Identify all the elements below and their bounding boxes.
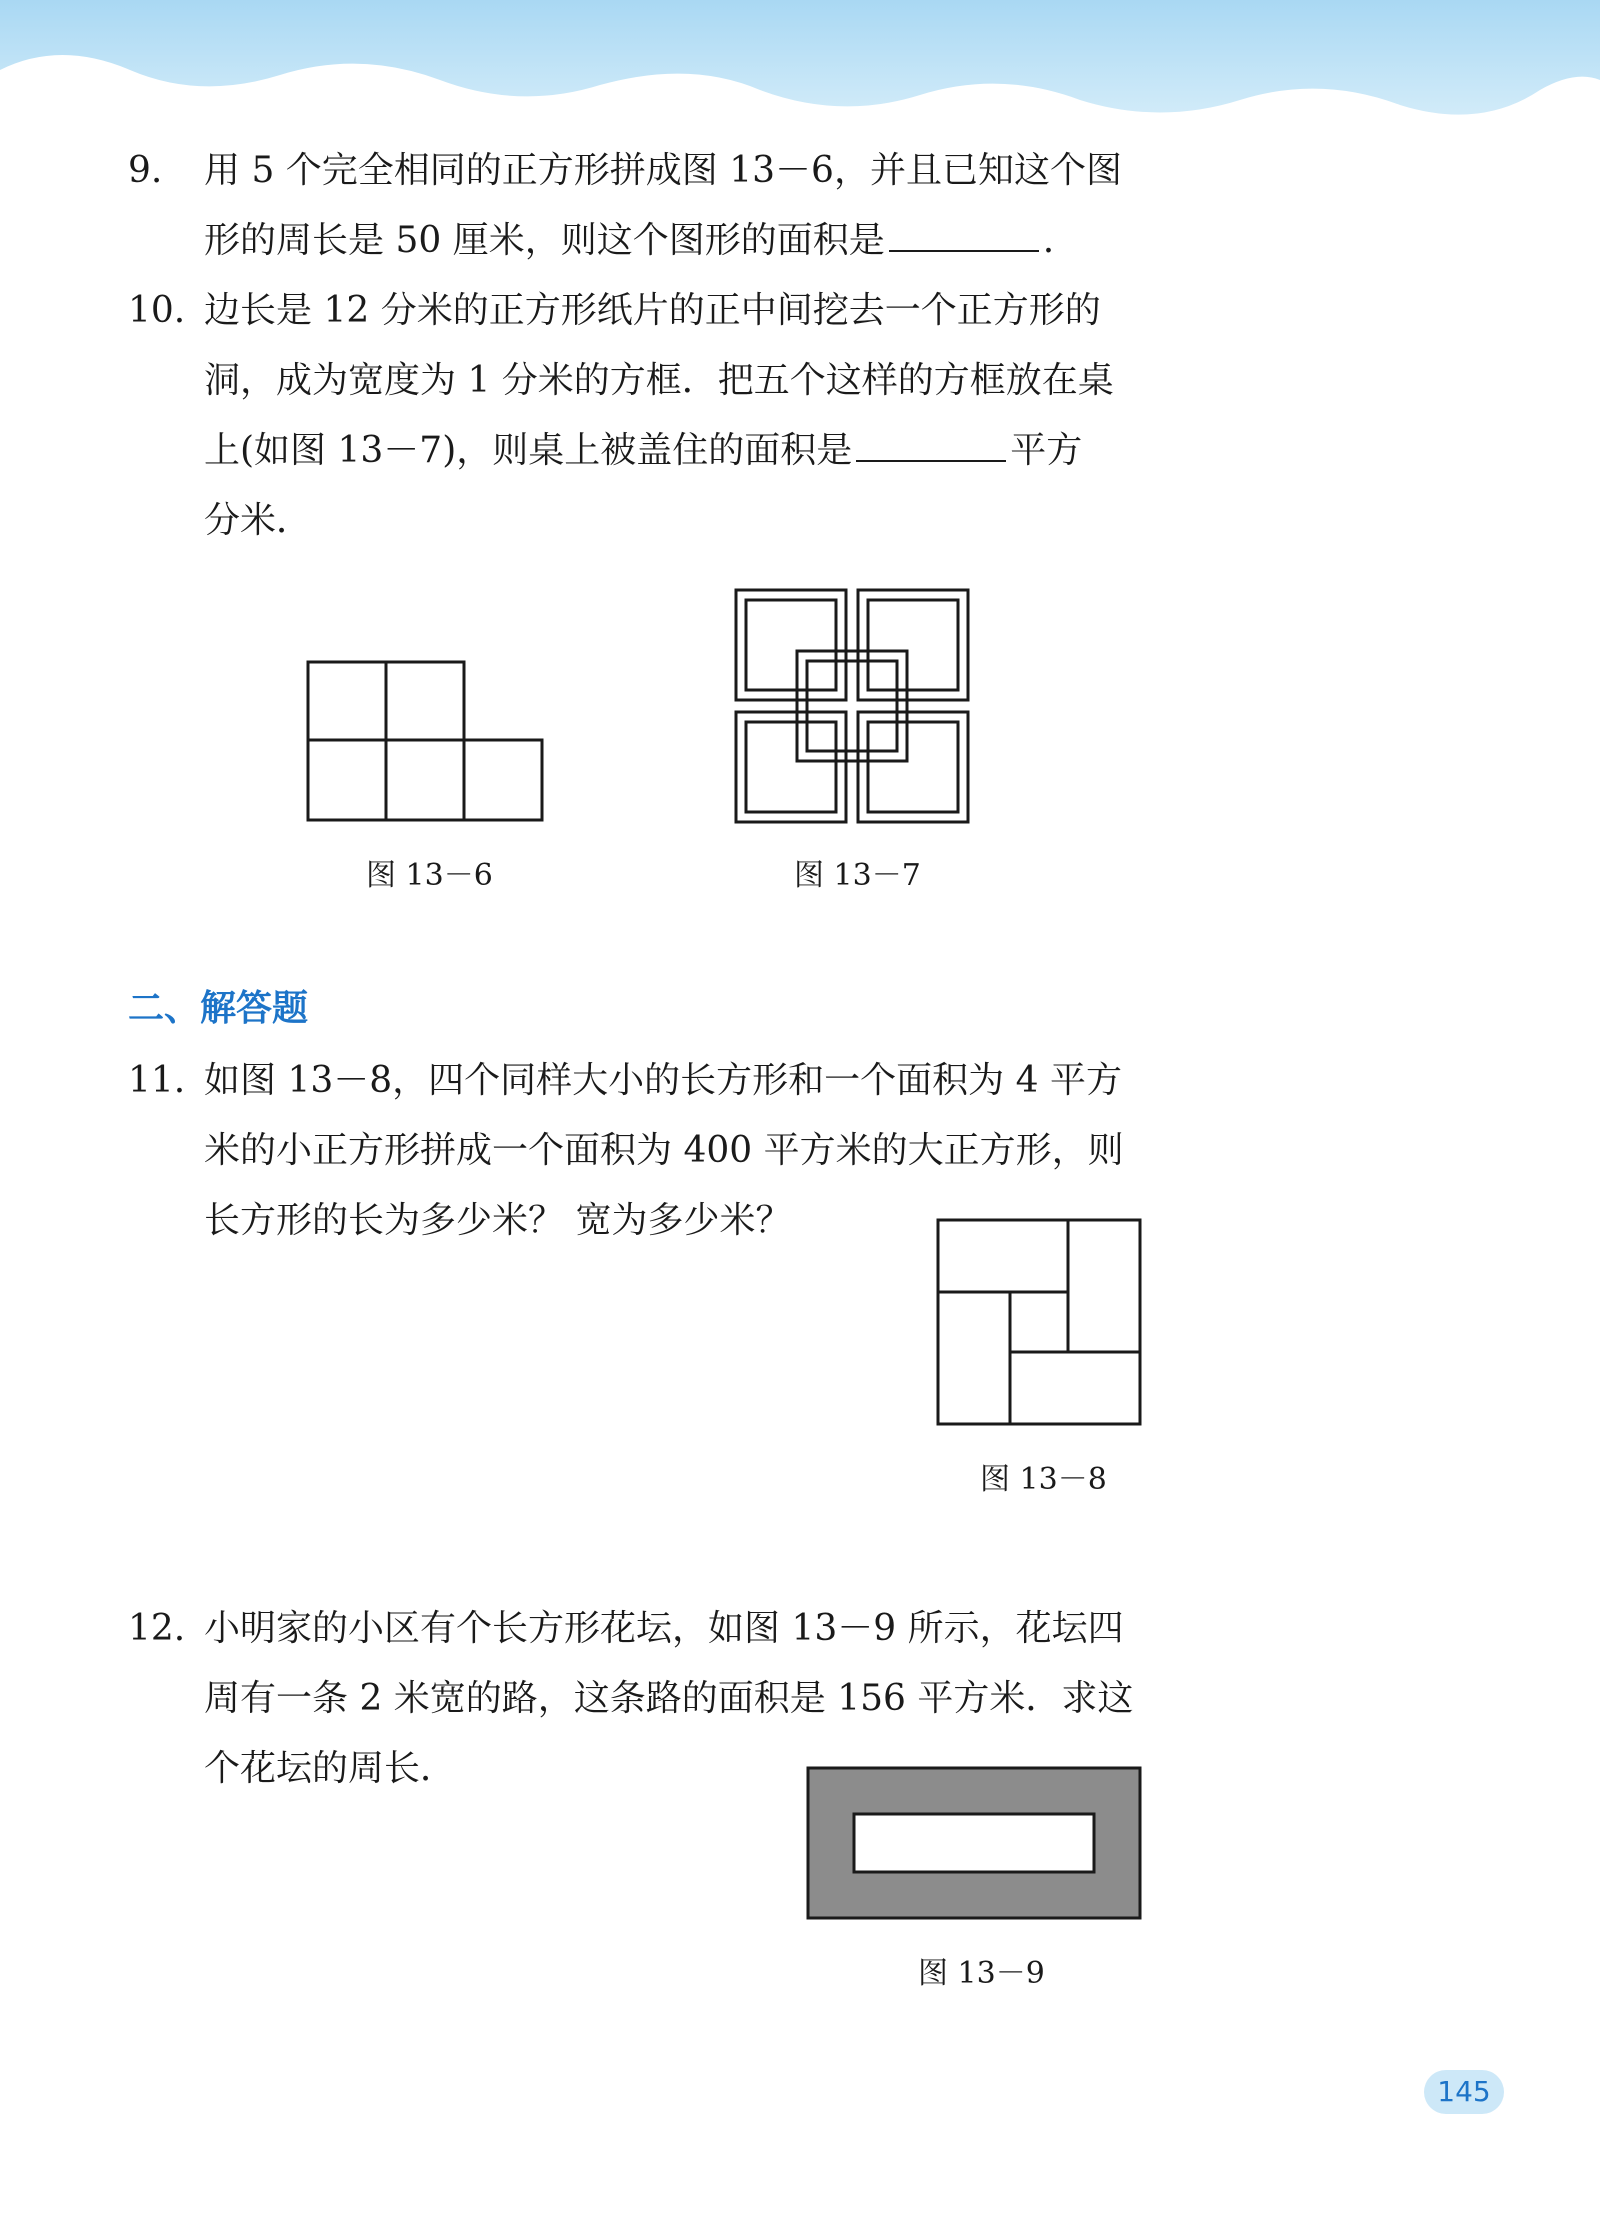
question-line: 形的周长是 50 厘米，则这个图形的面积是 xyxy=(204,220,885,261)
question-number: 12. xyxy=(128,1608,186,1649)
question-line: 分米． xyxy=(204,500,313,541)
question-line: 小明家的小区有个长方形花坛，如图 13－9 所示，花坛四 xyxy=(204,1608,1124,1649)
figure-caption: 图 13－6 xyxy=(366,858,493,893)
question-line: 边长是 12 分米的正方形纸片的正中间挖去一个正方形的 xyxy=(204,290,1101,331)
question-line: 上(如图 13－7)，则桌上被盖住的面积是 xyxy=(204,430,853,471)
question-number: 10. xyxy=(128,290,186,331)
figure-13-7 xyxy=(734,588,970,824)
header-cloud-band xyxy=(0,0,1600,130)
figure-caption: 图 13－7 xyxy=(794,858,921,893)
question-line: 长方形的长为多少米？ 宽为多少米？ xyxy=(204,1200,792,1241)
question-line: 米的小正方形拼成一个面积为 400 平方米的大正方形，则 xyxy=(204,1130,1124,1171)
question-line: . xyxy=(1042,220,1055,261)
figure-caption: 图 13－8 xyxy=(980,1462,1107,1497)
question-9 xyxy=(128,136,1148,276)
answer-blank[interactable] xyxy=(889,220,1039,252)
question-line: 个花坛的周长． xyxy=(204,1748,457,1789)
question-10 xyxy=(128,276,1148,556)
figure-13-8 xyxy=(936,1218,1142,1426)
flower-bed xyxy=(854,1814,1094,1872)
question-number: 9. xyxy=(128,150,163,191)
section-title: 二、解答题 xyxy=(128,988,309,1029)
question-line: 周有一条 2 米宽的路，这条路的面积是 156 平方米．求这 xyxy=(204,1678,1134,1719)
question-line: 洞，成为宽度为 1 分米的方框．把五个这样的方框放在桌 xyxy=(204,360,1114,401)
question-number: 11. xyxy=(128,1060,186,1101)
figure-13-9 xyxy=(806,1766,1142,1920)
question-line: 平方 xyxy=(1010,430,1083,471)
page-number: 145 xyxy=(1424,2070,1504,2114)
figure-13-6 xyxy=(306,660,546,824)
question-line: 如图 13－8，四个同样大小的长方形和一个面积为 4 平方 xyxy=(204,1060,1122,1101)
question-line: 用 5 个完全相同的正方形拼成图 13－6，并且已知这个图 xyxy=(204,150,1122,191)
answer-blank[interactable] xyxy=(856,430,1006,462)
figure-caption: 图 13－9 xyxy=(918,1956,1045,1991)
